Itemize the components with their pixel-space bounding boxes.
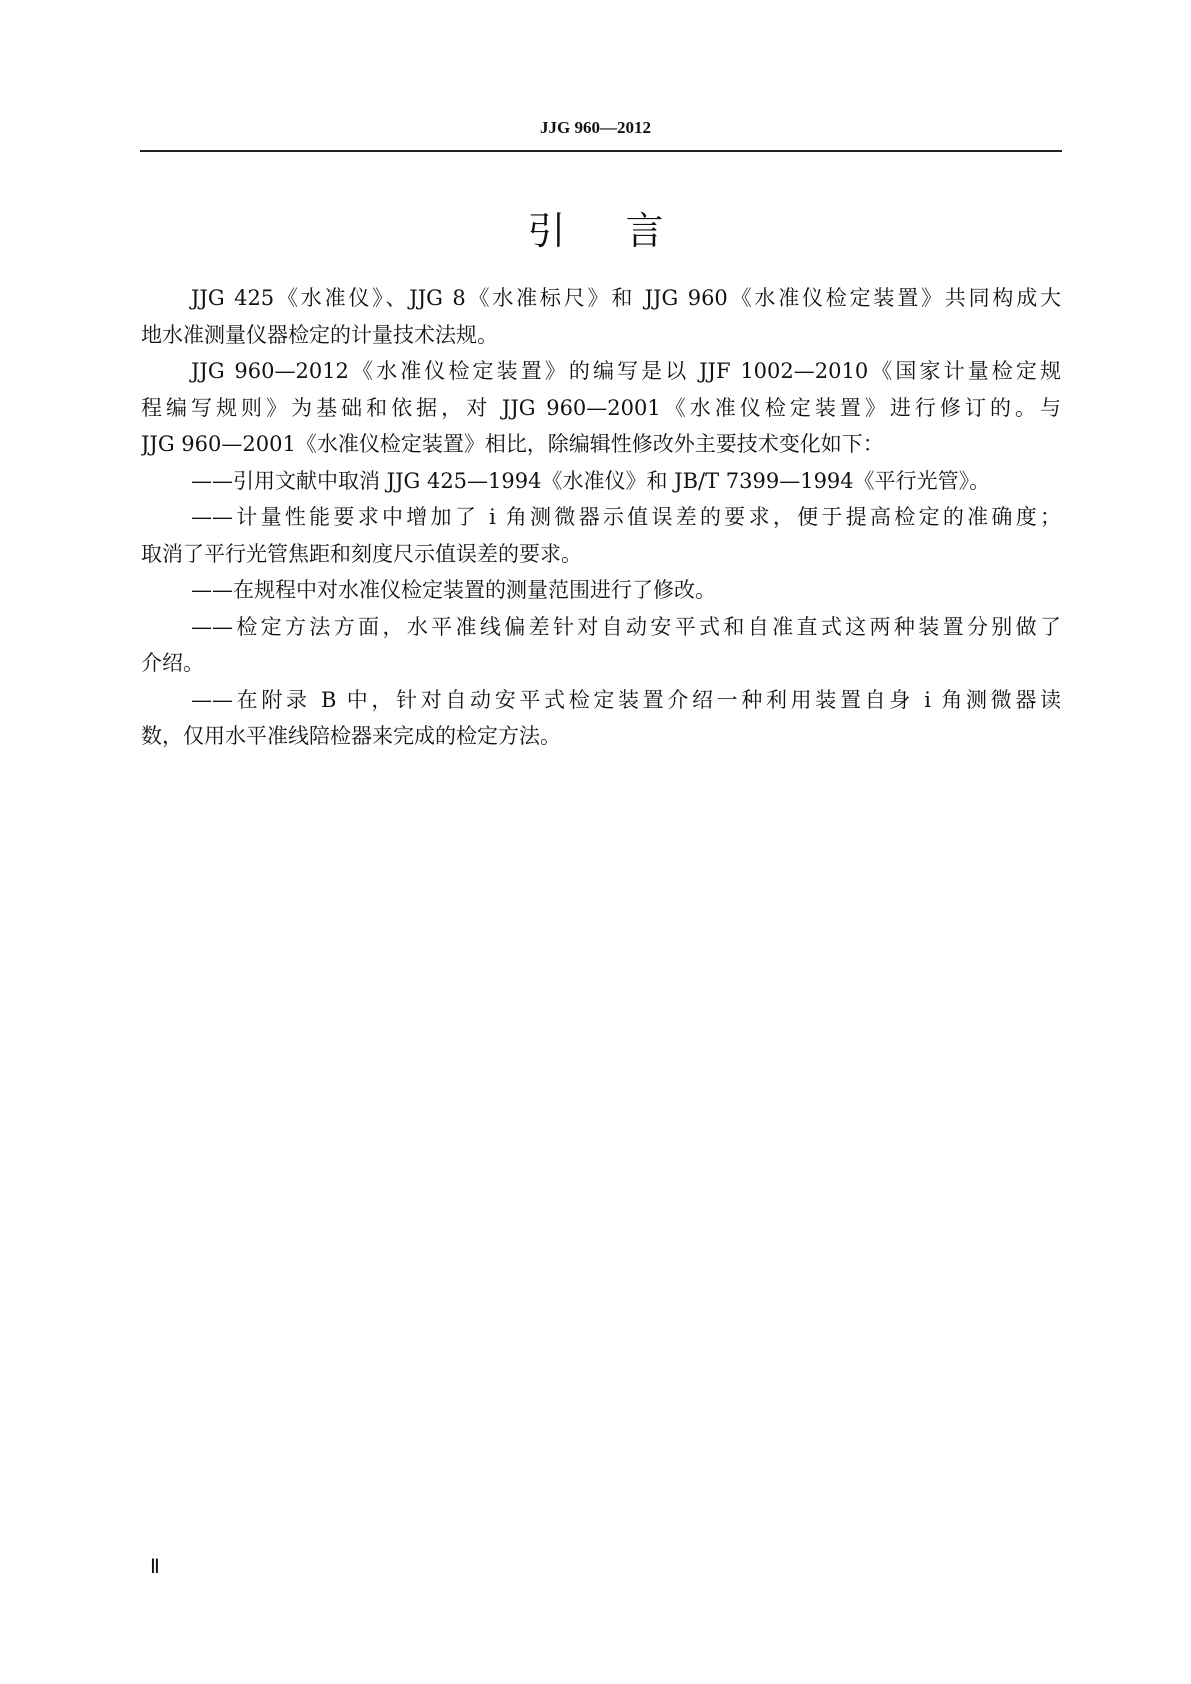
paragraph-line: JJG 425《水准仪》、JJG 8《水准标尺》和 JJG 960《水准仪检定装置》共同构成大: [191, 286, 1061, 310]
paragraph-line: 地水准测量仪器检定的计量技术法规。: [141, 322, 498, 347]
paragraph-line: ——引用文献中取消 JJG 425—1994《水准仪》和 JB/T 7399—1994《平行光管》。: [191, 468, 991, 493]
paragraph-line: 程编写规则》为基础和依据，对 JJG 960—2001《水准仪检定装置》进行修订的。与: [141, 395, 1061, 420]
header-rule: [140, 150, 1062, 152]
paragraph-line: 介绍。: [141, 651, 204, 675]
paragraph-line: ——检定方法方面，水平准线偏差针对自动安平式和自准直式这两种装置分别做了: [191, 614, 1061, 639]
paragraph-line: ——计量性能要求中增加了 i 角测微器示值误差的要求，便于提高检定的准确度；: [191, 505, 1061, 529]
body-text: [141, 280, 1061, 755]
paragraph-line: ——在附录 B 中，针对自动安平式检定装置介绍一种利用装置自身 i 角测微器读: [191, 687, 1061, 712]
document-code-header: JJG 960—2012: [540, 118, 651, 137]
page-number: Ⅱ: [150, 1556, 160, 1578]
paragraph-line: ——在规程中对水准仪检定装置的测量范围进行了修改。: [191, 578, 716, 602]
paragraph-line: JJG 960—2001《水准仪检定装置》相比，除编辑性修改外主要技术变化如下：: [141, 432, 884, 456]
paragraph-line: 取消了平行光管焦距和刻度尺示值误差的要求。: [141, 541, 582, 566]
page-title: 引言: [527, 209, 724, 253]
paragraph-line: 数，仅用水平准线陪检器来完成的检定方法。: [141, 724, 561, 748]
paragraph-line: JJG 960—2012《水准仪检定装置》的编写是以 JJF 1002—2010《国家计量检定规: [191, 359, 1061, 383]
